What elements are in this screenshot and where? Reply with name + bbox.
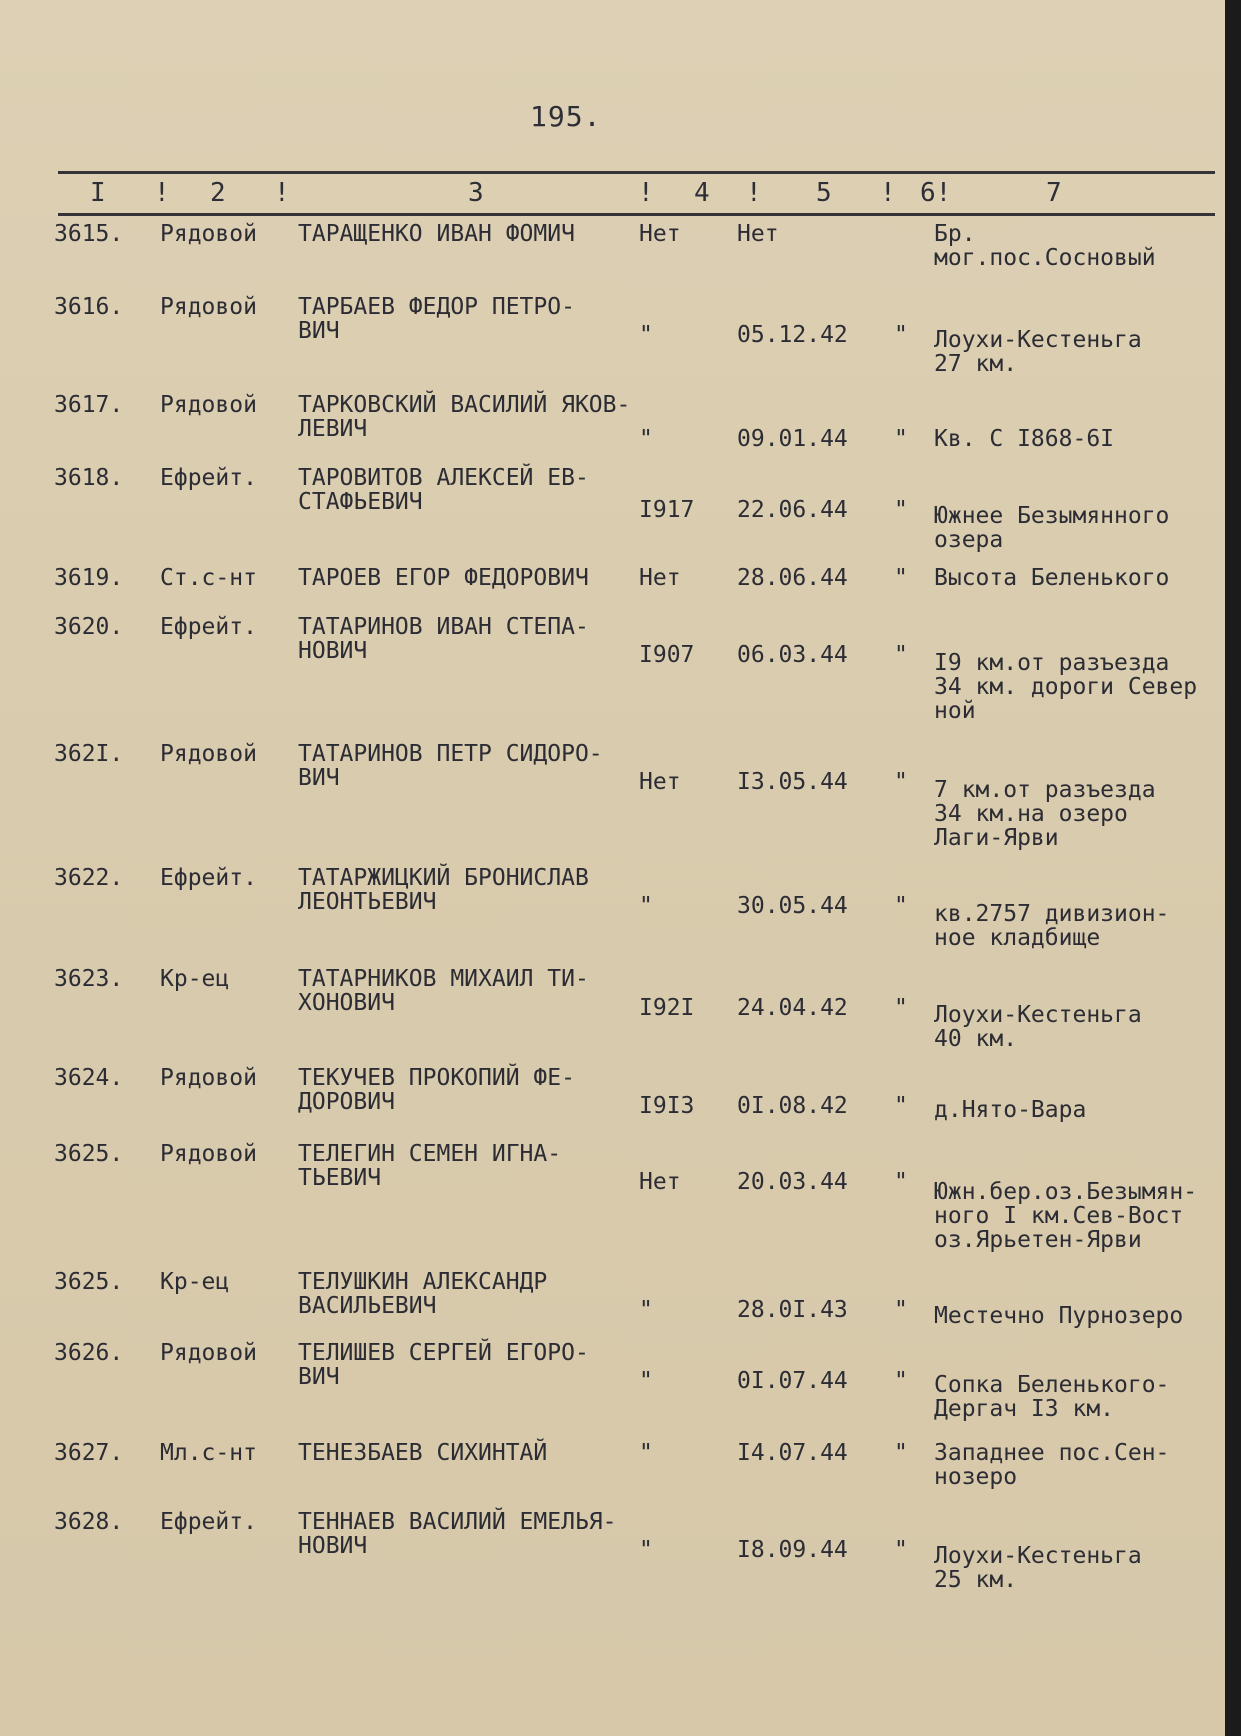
col-header-sep: ! xyxy=(746,178,762,208)
table-top-rule xyxy=(58,171,1215,174)
rank-cell: Ст.с-нт xyxy=(160,565,257,591)
full-name-cell: ТАРКОВСКИЙ ВАСИЛИЙ ЯКОВ- ЛЕВИЧ xyxy=(298,392,631,442)
rank-cell: Рядовой xyxy=(160,1141,257,1167)
full-name-cell: ТАРАЩЕНКО ИВАН ФОМИЧ xyxy=(298,221,575,247)
col-header-1: I xyxy=(90,178,106,208)
rank-cell: Рядовой xyxy=(160,741,257,767)
death-date-cell: I8.09.44 xyxy=(737,1537,848,1563)
row-number-cell: 3618. xyxy=(54,465,124,491)
death-date-cell: 28.0I.43 xyxy=(737,1297,848,1323)
death-date-cell: 20.03.44 xyxy=(737,1169,848,1195)
burial-place-cell: 7 км.от разъезда 34 км.на озеро Лаги-Ярви xyxy=(934,777,1156,851)
rank-cell: Кр-ец xyxy=(160,966,230,992)
birth-year-cell: Нет xyxy=(639,1169,681,1195)
ditto-mark-cell: " xyxy=(894,1093,908,1119)
row-number-cell: 362I. xyxy=(54,741,124,767)
birth-year-cell: I92I xyxy=(639,995,695,1021)
full-name-cell: ТАТАРИНОВ ИВАН СТЕПА- НОВИЧ xyxy=(298,614,589,664)
birth-year-cell: " xyxy=(639,322,653,348)
full-name-cell: ТАТАРНИКОВ МИХАИЛ ТИ- ХОНОВИЧ xyxy=(298,966,589,1016)
birth-year-cell: Нет xyxy=(639,565,681,591)
full-name-cell: ТАРБАЕВ ФЕДОР ПЕТРО- ВИЧ xyxy=(298,294,575,344)
birth-year-cell: I917 xyxy=(639,497,695,523)
birth-year-cell: " xyxy=(639,1537,653,1563)
death-date-cell: I4.07.44 xyxy=(737,1440,848,1466)
burial-place-cell: Сопка Беленького- Дергач I3 км. xyxy=(934,1372,1170,1422)
birth-year-cell: " xyxy=(639,893,653,919)
rank-cell: Рядовой xyxy=(160,1065,257,1091)
death-date-cell: 06.03.44 xyxy=(737,642,848,668)
rank-cell: Ефрейт. xyxy=(160,865,257,891)
ditto-mark-cell: " xyxy=(894,322,908,348)
ditto-mark-cell: " xyxy=(894,995,908,1021)
row-number-cell: 3625. xyxy=(54,1141,124,1167)
rank-cell: Мл.с-нт xyxy=(160,1440,257,1466)
burial-place-cell: Лоухи-Кестеньга 27 км. xyxy=(934,327,1142,377)
full-name-cell: ТАРОЕВ ЕГОР ФЕДОРОВИЧ xyxy=(298,565,589,591)
row-number-cell: 3617. xyxy=(54,392,124,418)
death-date-cell: 24.04.42 xyxy=(737,995,848,1021)
burial-place-cell: Лоухи-Кестеньга 25 км. xyxy=(934,1543,1142,1593)
ditto-mark-cell: " xyxy=(894,565,908,591)
burial-place-cell: Кв. С I868-6I xyxy=(934,426,1115,452)
row-number-cell: 3615. xyxy=(54,221,124,247)
col-header-3: 3 xyxy=(468,178,484,208)
row-number-cell: 3616. xyxy=(54,294,124,320)
burial-place-cell: Бр. мог.пос.Сосновый xyxy=(934,221,1156,271)
death-date-cell: 0I.07.44 xyxy=(737,1368,848,1394)
row-number-cell: 3625. xyxy=(54,1269,124,1295)
full-name-cell: ТЕННАЕВ ВАСИЛИЙ ЕМЕЛЬЯ- НОВИЧ xyxy=(298,1509,617,1559)
birth-year-cell: I907 xyxy=(639,642,695,668)
col-header-sep: ! xyxy=(154,178,170,208)
full-name-cell: ТАРОВИТОВ АЛЕКСЕЙ ЕВ- СТАФЬЕВИЧ xyxy=(298,465,589,515)
ditto-mark-cell: " xyxy=(894,1297,908,1323)
full-name-cell: ТАТАРЖИЦКИЙ БРОНИСЛАВ ЛЕОНТЬЕВИЧ xyxy=(298,865,589,915)
rank-cell: Рядовой xyxy=(160,294,257,320)
full-name-cell: ТЕЛЕГИН СЕМЕН ИГНА- ТЬЕВИЧ xyxy=(298,1141,562,1191)
rank-cell: Ефрейт. xyxy=(160,614,257,640)
burial-place-cell: Западнее пос.Сен- нозеро xyxy=(934,1440,1170,1490)
burial-place-cell: Высота Беленького xyxy=(934,565,1170,591)
death-date-cell: 28.06.44 xyxy=(737,565,848,591)
ditto-mark-cell: " xyxy=(894,1368,908,1394)
full-name-cell: ТЕНЕЗБАЕВ СИХИНТАЙ xyxy=(298,1440,548,1466)
death-date-cell: 0I.08.42 xyxy=(737,1093,848,1119)
scan-edge xyxy=(1225,0,1241,1736)
ditto-mark-cell: " xyxy=(894,1169,908,1195)
death-date-cell: I3.05.44 xyxy=(737,769,848,795)
full-name-cell: ТЕКУЧЕВ ПРОКОПИЙ ФЕ- ДОРОВИЧ xyxy=(298,1065,575,1115)
burial-place-cell: Местечно Пурнозеро xyxy=(934,1303,1184,1329)
burial-place-cell: кв.2757 дивизион- ное кладбище xyxy=(934,901,1170,951)
ditto-mark-cell: " xyxy=(894,1440,908,1466)
row-number-cell: 3626. xyxy=(54,1340,124,1366)
rank-cell: Рядовой xyxy=(160,221,257,247)
birth-year-cell: " xyxy=(639,426,653,452)
row-number-cell: 3627. xyxy=(54,1440,124,1466)
birth-year-cell: Нет xyxy=(639,769,681,795)
death-date-cell: 09.01.44 xyxy=(737,426,848,452)
ditto-mark-cell: " xyxy=(894,1537,908,1563)
row-number-cell: 3619. xyxy=(54,565,124,591)
full-name-cell: ТАТАРИНОВ ПЕТР СИДОРО- ВИЧ xyxy=(298,741,603,791)
page-number: 195. xyxy=(530,100,602,133)
rank-cell: Кр-ец xyxy=(160,1269,230,1295)
birth-year-cell: " xyxy=(639,1368,653,1394)
col-header-5: 5 xyxy=(816,178,832,208)
col-header-6: 6! xyxy=(920,178,952,208)
row-number-cell: 3622. xyxy=(54,865,124,891)
burial-place-cell: I9 км.от разъезда 34 км. дороги Север ной xyxy=(934,650,1198,724)
full-name-cell: ТЕЛУШКИН АЛЕКСАНДР ВАСИЛЬЕВИЧ xyxy=(298,1269,548,1319)
full-name-cell: ТЕЛИШЕВ СЕРГЕЙ ЕГОРО- ВИЧ xyxy=(298,1340,589,1390)
ditto-mark-cell: " xyxy=(894,893,908,919)
birth-year-cell: Нет xyxy=(639,221,681,247)
rank-cell: Рядовой xyxy=(160,392,257,418)
ditto-mark-cell: " xyxy=(894,497,908,523)
rank-cell: Ефрейт. xyxy=(160,1509,257,1535)
burial-place-cell: Южнее Безымянного озера xyxy=(934,503,1170,553)
birth-year-cell: " xyxy=(639,1440,653,1466)
death-date-cell: 05.12.42 xyxy=(737,322,848,348)
ditto-mark-cell: " xyxy=(894,642,908,668)
col-header-2: 2 xyxy=(210,178,226,208)
col-header-7: 7 xyxy=(1046,178,1062,208)
death-date-cell: 30.05.44 xyxy=(737,893,848,919)
ditto-mark-cell: " xyxy=(894,769,908,795)
birth-year-cell: I9I3 xyxy=(639,1093,695,1119)
table-header-rule xyxy=(58,213,1215,216)
row-number-cell: 3620. xyxy=(54,614,124,640)
rank-cell: Рядовой xyxy=(160,1340,257,1366)
death-date-cell: 22.06.44 xyxy=(737,497,848,523)
burial-place-cell: д.Нято-Вара xyxy=(934,1097,1087,1123)
col-header-sep: ! xyxy=(638,178,654,208)
birth-year-cell: " xyxy=(639,1297,653,1323)
rank-cell: Ефрейт. xyxy=(160,465,257,491)
ditto-mark-cell: " xyxy=(894,426,908,452)
death-date-cell: Нет xyxy=(737,221,779,247)
burial-place-cell: Лоухи-Кестеньга 40 км. xyxy=(934,1002,1142,1052)
burial-place-cell: Южн.бер.оз.Безымян- ного I км.Сев-Вост оз.Ярьетен-Ярви xyxy=(934,1179,1198,1253)
row-number-cell: 3623. xyxy=(54,966,124,992)
row-number-cell: 3624. xyxy=(54,1065,124,1091)
col-header-4: 4 xyxy=(694,178,710,208)
col-header-sep: ! xyxy=(880,178,896,208)
col-header-sep: ! xyxy=(274,178,290,208)
row-number-cell: 3628. xyxy=(54,1509,124,1535)
